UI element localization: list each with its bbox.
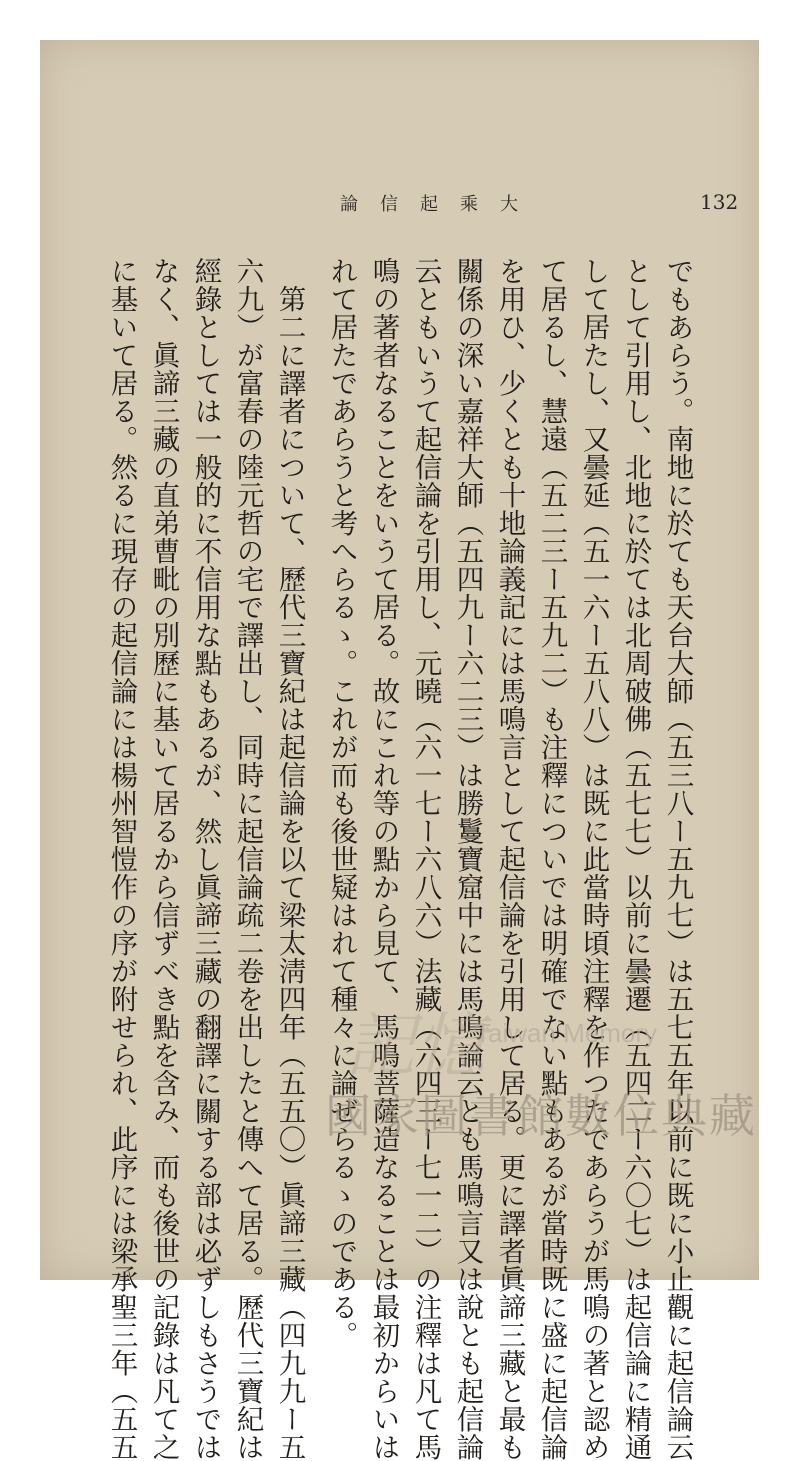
text-column: 關係の深い嘉祥大師（五四九ー六二三）は勝鬘寶窟中には馬鳴論云とも馬鳴言又は說とも起信論 (451, 257, 484, 1461)
watermark-english: Taiwan Memory (475, 1018, 658, 1048)
text-column: を用ひ、少くとも十地論義記には馬鳴言として起信論を引用して居る。更に譯者眞諦三藏と最も (493, 257, 526, 1461)
watermark-chinese: 國家圖書館數位典藏 (325, 1089, 757, 1143)
text-column: なく、眞諦三藏の直弟曹毗の別歷に基いて居るから信ずべき點を含み、而も後世の記錄は凡て之 (147, 257, 180, 1461)
running-header-title: 大乘起信論 (340, 194, 540, 215)
text-column: 經錄としては一般的に不信用な點もあるが、然し眞諦三藏の翻譯に關する部は必ずしもさうでは (189, 257, 222, 1461)
text-column: て居るし、慧遠（五二三ー五九二）も注釋についでは明確でない點もあるが當時既に盛に起信論 (535, 257, 568, 1461)
library-watermark (325, 1005, 757, 1220)
text-column: 六九）が富春の陸元哲の宅で譯出し、同時に起信論疏二卷を出したと傳へて居る。歷代三寶紀は (231, 257, 264, 1461)
watermark-calligraphy: 記憶 (345, 1005, 485, 1087)
text-column: して居たし、又曇延（五一六ー五八八）は既に此當時頃注釋を作つたであらうが馬鳴の著と認め (577, 257, 610, 1461)
page-number: 132 (700, 190, 739, 214)
text-column: として引用し、北地に於ては北周破佛（五七七）以前に曇遷（五四二ー六〇七）は起信論に精通 (619, 257, 652, 1461)
text-column: 鳴の著者なることをいうて居る。故にこれ等の點から見て、馬鳴菩薩造なることは最初からいは (367, 257, 400, 1461)
text-column: に基いて居る。然るに現存の起信論には楊州智愷作の序が附せられ、此序には梁承聖三年（五五 (105, 257, 138, 1461)
text-column: でもあらう。南地に於ても天台大師（五三八ー五九七）は五七五年以前に既に小止觀に起信論云 (661, 257, 694, 1461)
text-column: 第二に譯者について、歷代三寶紀は起信論を以て梁太淸四年（五五〇）眞諦三藏（四九九ー五 (273, 257, 306, 1461)
text-column: れて居たであらうと考へらるゝ。これが而も後世疑はれて種々に論ぜらるゝのである。 (325, 257, 358, 1349)
text-column: 云ともいうて起信論を引用し、元曉（六一七ー六八六）法藏（六四三ー七一二）の注釋は凡て馬 (409, 257, 442, 1461)
